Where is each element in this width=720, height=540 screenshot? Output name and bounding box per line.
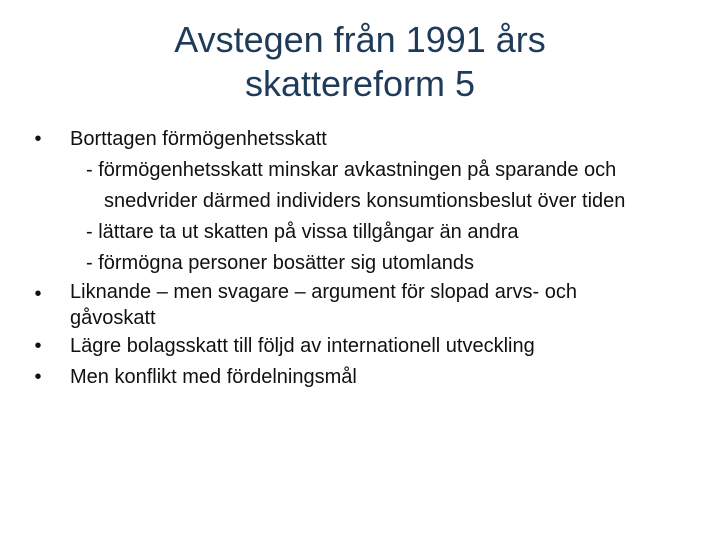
bullet-text: Men konflikt med fördelningsmål [70, 366, 357, 388]
slide-title [60, 18, 660, 106]
sub-item-3: - förmögna personer bosätter sig utomlands [86, 252, 474, 274]
bullet-text-line-2: gåvoskatt [70, 307, 156, 329]
bullet-item-2 [24, 279, 704, 331]
bullet-dot: • [34, 366, 42, 388]
slide-body [24, 124, 704, 393]
sub-item-1-continuation: snedvrider därmed individers konsumtionsbeslut över tiden [104, 190, 626, 212]
sub-item-2: - lättare ta ut skatten på vissa tillgångar än andra [86, 221, 519, 243]
bullet-dot: • [34, 335, 42, 357]
bullet-item-1 [24, 124, 704, 279]
bullet-item-4 [24, 362, 704, 393]
bullet-dot: • [34, 128, 42, 150]
bullet-text-line-1: Liknande – men svagare – argument för slopad arvs- och [70, 281, 577, 303]
bullet-dot: • [34, 283, 42, 305]
slide-title-line-2: skattereform 5 [244, 63, 476, 104]
slide-title-line-1: Avstegen från 1991 års [174, 19, 546, 60]
sub-item-1: - förmögenhetsskatt minskar avkastningen på sparande och [86, 159, 617, 181]
bullet-text: Lägre bolagsskatt till följd av internationell utveckling [70, 335, 535, 357]
bullet-text: Borttagen förmögenhetsskatt [70, 128, 327, 150]
bullet-item-3 [24, 331, 704, 362]
